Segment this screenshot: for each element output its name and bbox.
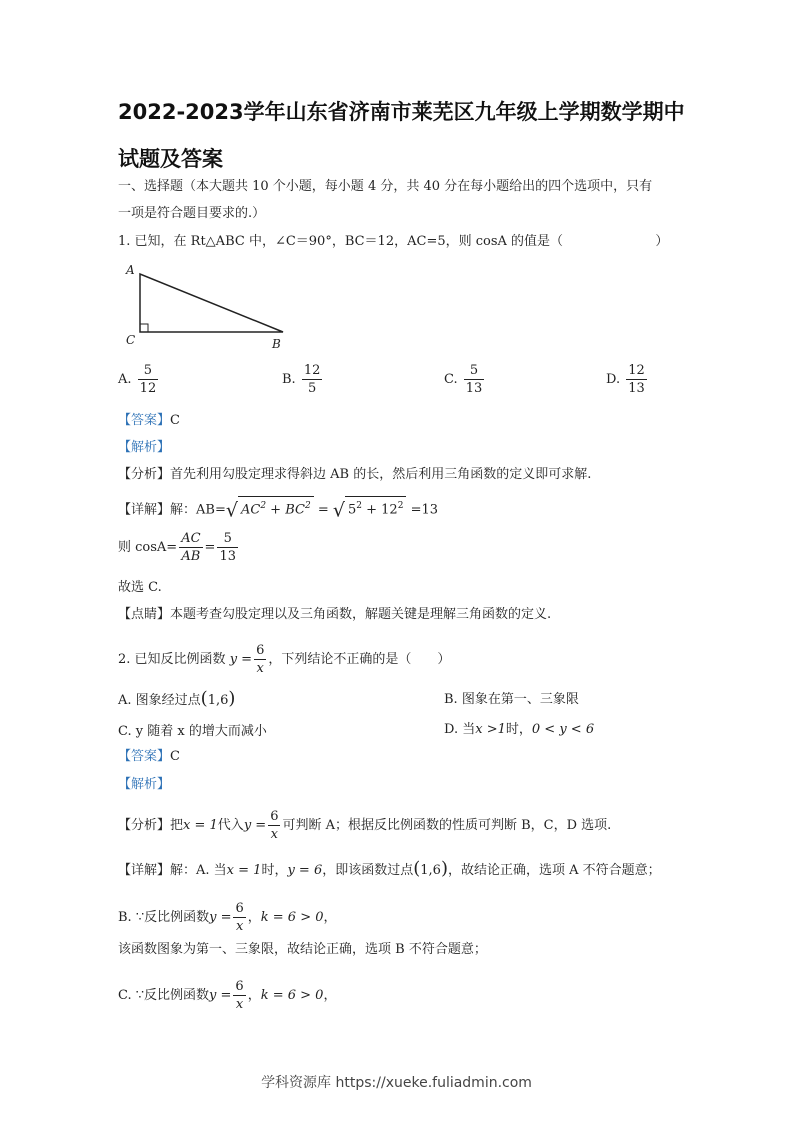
q1-dianjing xyxy=(118,606,551,624)
fenxi-part1: 把 xyxy=(170,818,184,833)
c-k: k = 6 > 0 xyxy=(260,988,324,1003)
vertex-a-label: A xyxy=(126,263,135,277)
q2-stem-prefix: 2. 已知反比例函数 xyxy=(118,652,226,667)
option-letter: C. xyxy=(444,372,458,387)
answer-tag: 【答案】 xyxy=(118,413,171,428)
q1-xiangjie: 【详解】解：AB=√ $AC^2 + BC^2$ = √ $5^2 + 12^2 =13$ xyxy=(118,496,438,519)
option-letter: B. xyxy=(282,372,296,387)
q2-analysis-heading xyxy=(118,776,170,794)
analysis-tag: 【解析】 xyxy=(118,440,171,455)
xj-part4: ，故结论正确，选项 A 不符合题意； xyxy=(448,863,661,878)
option-d-mid: 时， xyxy=(505,722,532,737)
q2-stem-suffix: ，下列结论不正确的是（ ） xyxy=(268,652,451,667)
option-fraction: $\frac{5}{12}$ xyxy=(139,363,157,396)
q1-stem-text: 1. 已知，在 Rt△ABC 中，∠C＝90°，BC＝12，AC=5，则 cosA 的值是（ xyxy=(118,234,564,249)
q1-option-a xyxy=(118,362,160,397)
vertex-c-label: C xyxy=(126,333,136,347)
option-fraction: $\frac{5}{13}$ xyxy=(465,363,483,396)
option-d-condition: x >1 xyxy=(475,722,506,737)
vertex-b-label: B xyxy=(272,337,281,351)
q1-answer xyxy=(118,412,180,430)
q1-option-d xyxy=(606,362,649,397)
b-k: k = 6 > 0 xyxy=(260,910,324,925)
xj-part3: ，即该函数过点 xyxy=(322,863,414,878)
fenxi-text: 首先利用勾股定理求得斜边 AB 的长，然后利用三角函数的定义即可求解. xyxy=(170,467,592,482)
q1-analysis-heading xyxy=(118,439,170,457)
q1-choose: 故选 C. xyxy=(118,580,162,595)
section-intro-line2: 一项是符合题目要求的.） xyxy=(118,206,266,221)
cos-fraction: $\frac{AC}{AB}$ xyxy=(181,531,201,564)
q2-b-note: 该函数图象为第一、三象限，故结论正确，选项 B 不符合题意； xyxy=(118,942,487,957)
c-fraction: $\frac{6}{x}$ xyxy=(235,979,244,1012)
q2-xiangjie: 【详解】解：A. 当x = 1时，y = 6，即该函数过点(1,6)，故结论正确，选项 A 不符合题意； xyxy=(118,858,661,879)
q2-option-b: B. 图象在第一、三象限 xyxy=(444,692,579,707)
q2-c-line: C. ∵反比例函数y = $\frac{6}{x}$ ，k = 6 > 0， xyxy=(118,979,337,1012)
q2-option-d xyxy=(444,718,594,737)
sqrt-expr-2: $5^2 + 12^2$ xyxy=(345,496,406,519)
section-intro-line1: 一、选择题（本大题共 10 个小题，每小题 4 分，共 40 分在每小题给出的四个选项中，只有 xyxy=(118,179,653,194)
fenxi-part2: 代入 xyxy=(217,818,244,833)
analysis-tag: 【解析】 xyxy=(118,777,171,792)
q2-stem: 2. 已知反比例函数 y = $\frac{6}{x}$ ，下列结论不正确的是（ ） xyxy=(118,643,451,676)
option-fraction: $\frac{12}{13}$ xyxy=(628,363,645,396)
q1-triangle-figure xyxy=(118,262,298,352)
fenxi-tag: 【分析】 xyxy=(118,467,171,482)
fenxi-tag: 【分析】 xyxy=(118,818,171,833)
fenxi-fraction: $\frac{6}{x}$ xyxy=(270,809,279,842)
document-title-line2: 试题及答案 xyxy=(118,147,223,171)
q1-stem-end: ） xyxy=(655,234,669,249)
q2-b-line: B. ∵反比例函数y = $\frac{6}{x}$ ，k = 6 > 0， xyxy=(118,901,337,934)
sqrt-expr-1: $AC^2 + BC^2$ xyxy=(238,496,314,519)
b-prefix: B. ∵反比例函数 xyxy=(118,910,210,925)
q2-fenxi: 【分析】把x = 1代入y = $\frac{6}{x}$ 可判断 A；根据反比例函数的性质可判断 B，C，D 选项. xyxy=(118,809,612,842)
q1-fenxi xyxy=(118,466,591,484)
xiangjie-result: =13 xyxy=(410,502,438,518)
q1-stem xyxy=(118,233,668,251)
cos-prefix: 则 cosA= xyxy=(118,540,178,555)
option-d-range: 0 < y < 6 xyxy=(531,722,595,737)
b-fraction: $\frac{6}{x}$ xyxy=(235,901,244,934)
xiangjie-prefix: 解：AB= xyxy=(170,502,226,518)
q1-option-b xyxy=(282,362,324,397)
option-letter: D. xyxy=(606,372,621,387)
dianjing-tag: 【点睛】 xyxy=(118,607,171,622)
option-letter: A. xyxy=(118,372,132,387)
option-fraction: $\frac{12}{5}$ xyxy=(303,363,321,396)
cos-value-fraction: $\frac{5}{13}$ xyxy=(219,531,236,564)
answer-tag: 【答案】 xyxy=(118,749,171,764)
page-footer: 学科资源库 https://xueke.fuliadmin.com xyxy=(261,1075,532,1091)
q2-option-c: C. y 随着 x 的增大而减小 xyxy=(118,724,267,739)
triangle-shape xyxy=(140,274,283,332)
xiangjie-tag: 【详解】 xyxy=(118,502,171,518)
xj-y: y = 6 xyxy=(287,863,323,878)
q1-cos: 则 cosA= $\frac{AC}{AB}$ = $\frac{5}{13}$ xyxy=(118,531,236,564)
answer-value: C xyxy=(170,413,180,428)
option-d-prefix: D. 当 xyxy=(444,722,476,737)
dianjing-text: 本题考查勾股定理以及三角函数，解题关键是理解三角函数的定义. xyxy=(170,607,552,622)
xj-x: x = 1 xyxy=(226,863,262,878)
option-a-point: 1,6 xyxy=(207,693,229,708)
q2-option-a: A. 图象经过点(1,6) xyxy=(118,688,236,709)
xj-point: 1,6 xyxy=(420,863,441,878)
q1-option-c xyxy=(444,362,486,397)
c-prefix: C. ∵反比例函数 xyxy=(118,988,210,1003)
document-title-line1: 2022-2023学年山东省济南市莱芜区九年级上学期数学期中 xyxy=(118,100,685,124)
xiangjie-tag: 【详解】 xyxy=(118,863,171,878)
q2-answer xyxy=(118,748,180,766)
right-angle-mark xyxy=(140,324,148,332)
answer-value: C xyxy=(170,749,180,764)
option-a-text: A. 图象经过点 xyxy=(118,693,201,708)
xj-part1: 解：A. 当 xyxy=(170,863,227,878)
fenxi-x: x = 1 xyxy=(183,818,218,833)
xj-part2: 时， xyxy=(261,863,288,878)
fenxi-part3: 可判断 A；根据反比例函数的性质可判断 B，C，D 选项. xyxy=(282,818,612,833)
q2-func-fraction: $\frac{6}{x}$ xyxy=(256,643,265,676)
